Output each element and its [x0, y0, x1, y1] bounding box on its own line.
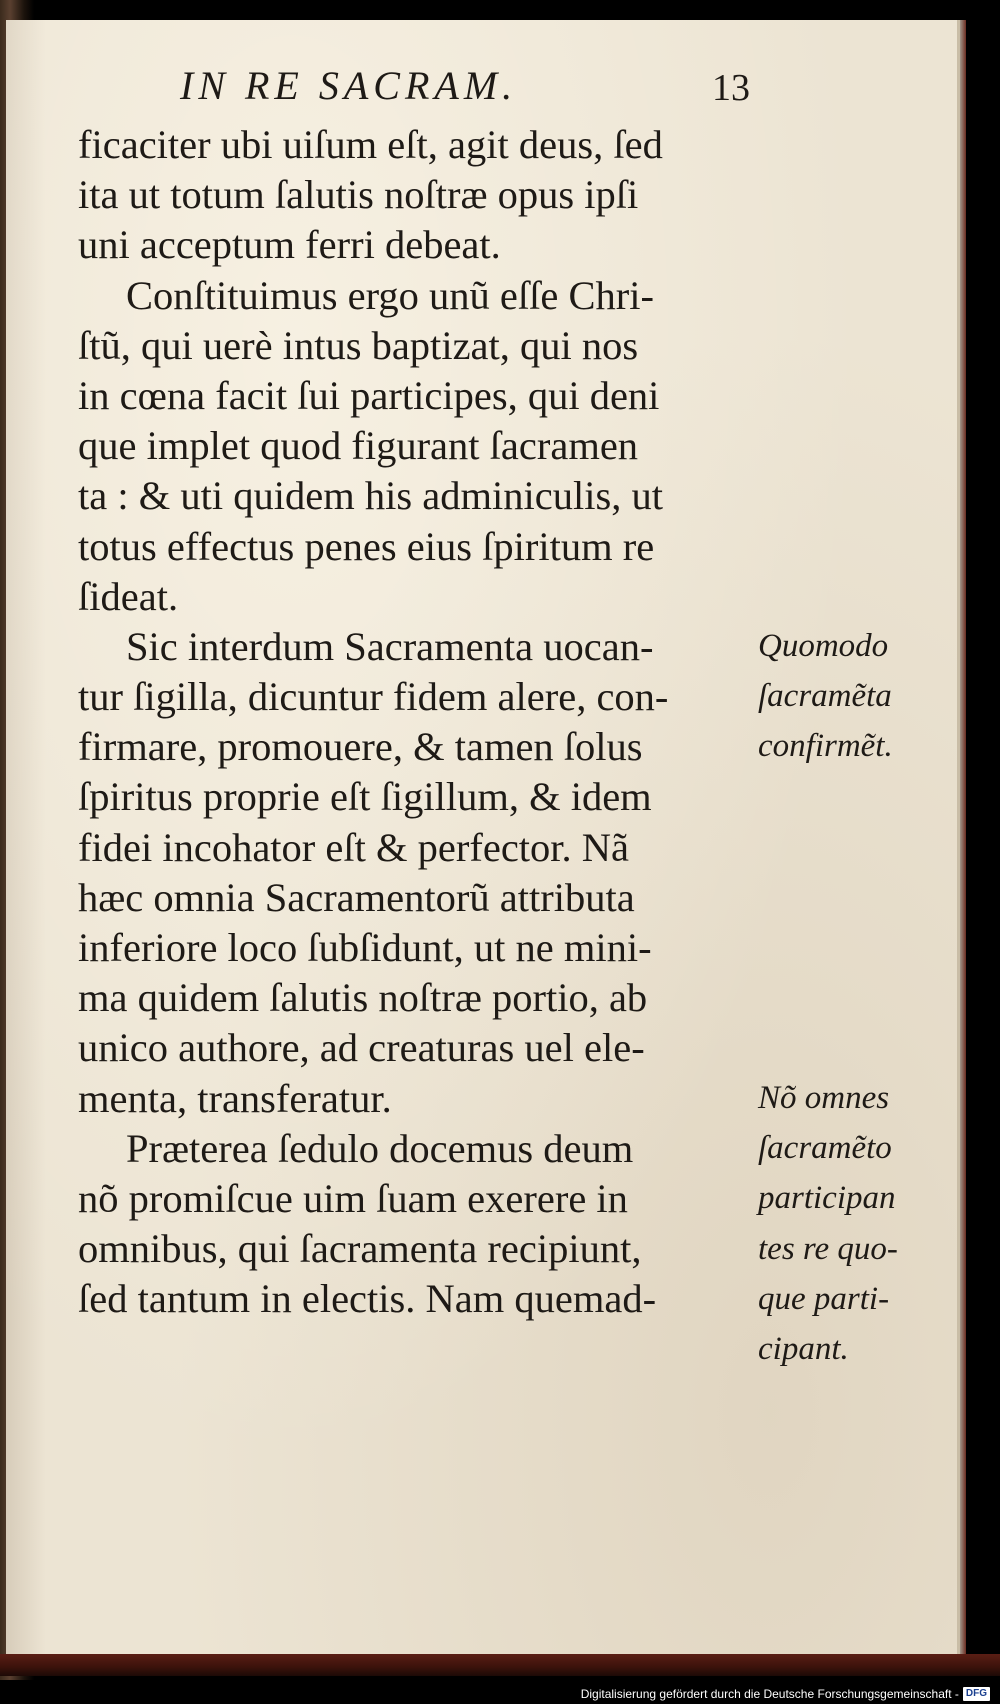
text-line: tur ſigilla, dicuntur fidem alere, con- [78, 674, 669, 720]
marginal-note-line: ſacramẽta [758, 678, 892, 715]
marginal-note-line: cipant. [758, 1330, 849, 1367]
marginal-note-line: tes re quo- [758, 1230, 898, 1267]
digitization-credit [581, 1687, 990, 1701]
text-line: omnibus, qui ſacramenta recipiunt, [78, 1226, 642, 1272]
running-head: IN RE SACRAM. [180, 63, 518, 108]
marginal-note-line: participan [758, 1180, 896, 1217]
text-line: Sic interdum Sacramenta uocan- [126, 623, 654, 669]
main-text-block [78, 120, 758, 1325]
marginal-note-line: ſacramẽto [758, 1130, 892, 1167]
marginal-note-line: Quomodo [758, 628, 889, 664]
text-line: nõ promiſcue uim ſuam exerere in [78, 1175, 628, 1221]
book-cover-board [0, 1654, 1000, 1676]
text-line: unico authore, ad creaturas uel ele- [78, 1025, 645, 1071]
page-fore-edge [960, 20, 966, 1660]
dfg-logo: DFG [963, 1687, 990, 1701]
text-line: Præterea ſedulo docemus deum [126, 1125, 634, 1171]
text-line: ta : & uti quidem his adminiculis, ut [78, 473, 663, 519]
text-line: ma quidem ſalutis noſtræ portio, ab [78, 975, 648, 1021]
text-line: totus effectus penes eius ſpiritum re [78, 523, 655, 569]
text-line: ita ut totum ſalutis noſtræ opus ipſi [78, 172, 639, 218]
text-line: ſed tantum in electis. Nam quemad- [78, 1276, 657, 1322]
marginal-note-line: confirmẽt. [758, 728, 893, 765]
marginal-note-line: Nõ omnes [758, 1080, 890, 1116]
text-line: inferiore loco ſubſidunt, ut ne mini- [78, 925, 652, 970]
text-line: fidei incohator eſt & perfector. Nã [78, 824, 630, 870]
text-line: firmare, promouere, & tamen ſolus [78, 724, 643, 770]
text-line: uni acceptum ferri debeat. [78, 222, 501, 268]
credit-text: Digitalisierung gefördert durch die Deutsche Forschungsgemeinschaft - [580, 1687, 959, 1701]
text-line: ficaciter ubi uiſum eſt, agit deus, ſed [78, 122, 663, 167]
text-line: ſideat. [78, 573, 179, 619]
text-line: ſpiritus proprie eſt ſigillum, & idem [78, 774, 652, 820]
page-number: 13 [712, 67, 750, 109]
text-line: menta, transferatur. [78, 1075, 392, 1121]
text-line: ſtũ, qui uerè intus baptizat, qui nos [78, 322, 639, 368]
text-line: hæc omnia Sacramentorũ attributa [78, 874, 635, 920]
marginal-note-line: que parti- [758, 1280, 890, 1317]
text-line: Conſtituimus ergo unũ eſſe Chri- [126, 272, 654, 318]
text-line: in cœna facit ſui participes, qui deni [78, 372, 660, 418]
text-line: que implet quod figurant ſacramen [78, 423, 639, 469]
